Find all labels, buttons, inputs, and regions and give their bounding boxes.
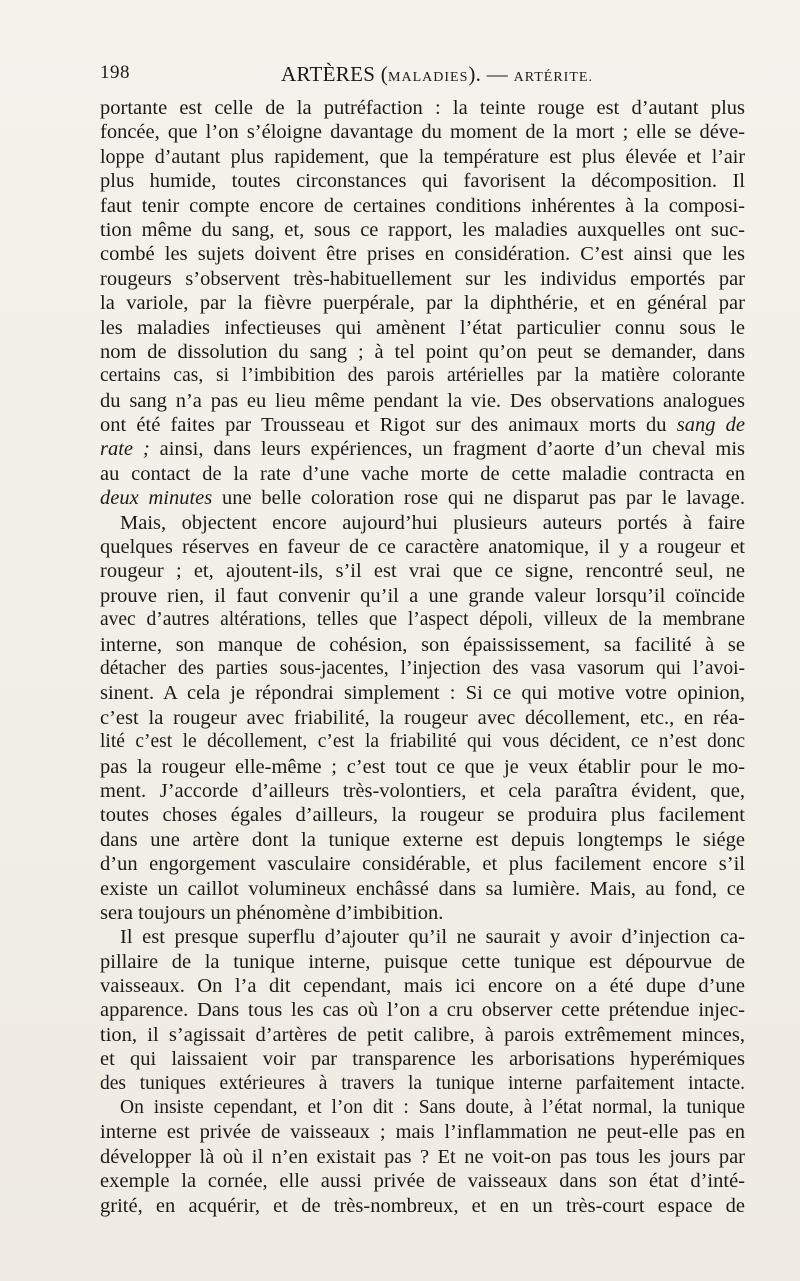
page-header: [100, 62, 746, 94]
text-line: sera toujours un phénomène d’imbibition.: [100, 901, 444, 924]
text-line: dans une artère dont la tunique externe est depuis longtemps le siége: [100, 828, 745, 851]
page-number: 198: [100, 62, 130, 83]
running-head-title: ARTÈRES: [281, 62, 376, 86]
text-line: tion même du sang, et, sous ce rapport, les maladies auxquelles ont suc-: [100, 218, 745, 241]
text-line: rougeur ; et, ajoutent-ils, s’il est vrai que ce signe, rencontré seul, ne: [100, 560, 745, 583]
text-line: au contact de la rate d’une vache morte de cette maladie contracta en: [100, 462, 745, 485]
text-line: nom de dissolution du sang ; à tel point qu’on peut se demander, dans: [100, 340, 745, 363]
text-line: combé les sujets doivent être prises en considération. C’est ainsi que les: [100, 243, 745, 266]
text-line: d’un engorgement vasculaire considérable, et plus facilement encore s’il: [100, 853, 745, 876]
text-segment: une belle coloration rose qui ne disparut pas par le lavage.: [212, 487, 745, 510]
text-line: ment. J’accorde d’ailleurs très-volontiers, et cela paraîtra évident, que,: [100, 779, 745, 802]
text-line: faut tenir compte encore de certaines conditions inhérentes à la composi-: [100, 194, 745, 217]
text-line: tion, il s’agissait d’artères de petit calibre, à parois extrêmement minces,: [100, 1023, 745, 1046]
text-line: pas la rougeur elle-même ; c’est tout ce que je veux établir pour le mo-: [100, 755, 745, 778]
text-line: quelques réserves en faveur de ce caractère anatomique, il y a rougeur et: [100, 536, 745, 559]
text-line: et qui laissaient voir par transparence les arborisations hyperémiques: [100, 1048, 745, 1071]
text-line: la variole, par la fièvre puerpérale, par la diphthérie, et en général par: [100, 292, 745, 315]
text-line: toutes choses égales d’ailleurs, la rougeur se produira plus facilement: [100, 804, 745, 827]
text-line: les maladies infectieuses qui amènent l’état particulier connu sous le: [100, 316, 745, 339]
text-line: [100, 413, 745, 437]
text-line: portante est celle de la putréfaction : la teinte rouge est d’autant plus: [100, 97, 745, 119]
italic-term: sang de: [676, 414, 746, 437]
text-segment: ainsi, dans leurs expériences, un fragment d’aorte d’un cheval mis: [149, 438, 745, 461]
text-line: [100, 437, 745, 461]
text-line: sinent. A cela je répondrai simplement : Si ce qui motive votre opinion,: [100, 682, 745, 705]
text-line: exemple la cornée, elle aussi privée de vaisseaux dans son état d’inté-: [100, 1170, 745, 1193]
running-head-paren-open: (: [375, 62, 389, 86]
text-line: interne, son manque de cohésion, son épaississement, sa facilité à se: [100, 633, 745, 656]
text-line: c’est la rougeur avec friabilité, la rougeur avec décollement, etc., en réa-: [100, 706, 745, 729]
text-line: Mais, objectent encore aujourd’hui plusieurs auteurs portés à faire: [120, 511, 745, 534]
running-head-subtitle: MALADIES: [388, 70, 469, 85]
text-line: prouve rien, il faut convenir qu’il a une grande valeur lorsqu’il coïncide: [100, 584, 745, 607]
body-text: [100, 96, 745, 1218]
text-line: foncée, que l’on s’éloigne davantage du moment de la mort ; elle se déve-: [100, 121, 745, 144]
text-segment: ont été faites par Trousseau et Rigot sur des animaux morts du: [100, 414, 677, 437]
text-line: développer là où il n’en existait pas ? Et ne voit-on pas tous les jours par: [100, 1145, 745, 1168]
running-head: [281, 62, 593, 87]
text-line: interne est privée de vaisseaux ; mais l’inflammation ne peut-elle pas en: [100, 1121, 745, 1144]
text-line: plus humide, toutes circonstances qui favorisent la décomposition. Il: [100, 170, 745, 193]
text-line: pillaire de la tunique interne, puisque cette tunique est dépourvue de: [100, 950, 745, 973]
running-head-paren-close: ). —: [468, 62, 514, 86]
text-line: rougeurs s’observent très-habituellement sur les individus emportés par: [100, 267, 745, 290]
italic-term: deux minutes: [100, 487, 213, 510]
text-line: Il est presque superflu d’ajouter qu’il ne saurait y avoir d’injection ca-: [120, 926, 745, 949]
text-line: lité c’est le décollement, c’est la friabilité qui vous décident, ce n’est donc: [100, 731, 745, 753]
text-line: [100, 486, 745, 510]
text-line: On insiste cependant, et l’on dit : Sans doute, à l’état normal, la tunique: [120, 1097, 745, 1119]
text-line: apparence. Dans tous les cas où l’on a cru observer cette prétendue injec-: [100, 999, 745, 1022]
text-line: existe un caillot volumineux enchâssé dans sa lumière. Mais, au fond, ce: [100, 877, 745, 900]
italic-term: rate ;: [100, 438, 150, 461]
text-line: grité, en acquérir, et de très-nombreux, et en un très-court espace de: [100, 1194, 745, 1217]
text-line: loppe d’autant plus rapidement, que la température est plus élevée et l’air: [100, 145, 745, 168]
text-line: avec d’autres altérations, telles que l’aspect dépoli, villeux de la membrane: [100, 609, 745, 631]
running-head-section: ARTÉRITE.: [513, 70, 593, 85]
text-line: des tuniques extérieures à travers la tunique interne parfaitement intacte.: [100, 1072, 745, 1094]
text-line: détacher des parties sous-jacentes, l’injection des vasa vasorum qui l’avoi-: [100, 657, 745, 679]
text-line: du sang n’a pas eu lieu même pendant la vie. Des observations analogues: [100, 389, 745, 412]
text-line: certains cas, si l’imbibition des parois artérielles par la matière colorante: [100, 365, 745, 387]
text-line: vaisseaux. On l’a dit cependant, mais ici encore on a été dupe d’une: [100, 975, 745, 998]
